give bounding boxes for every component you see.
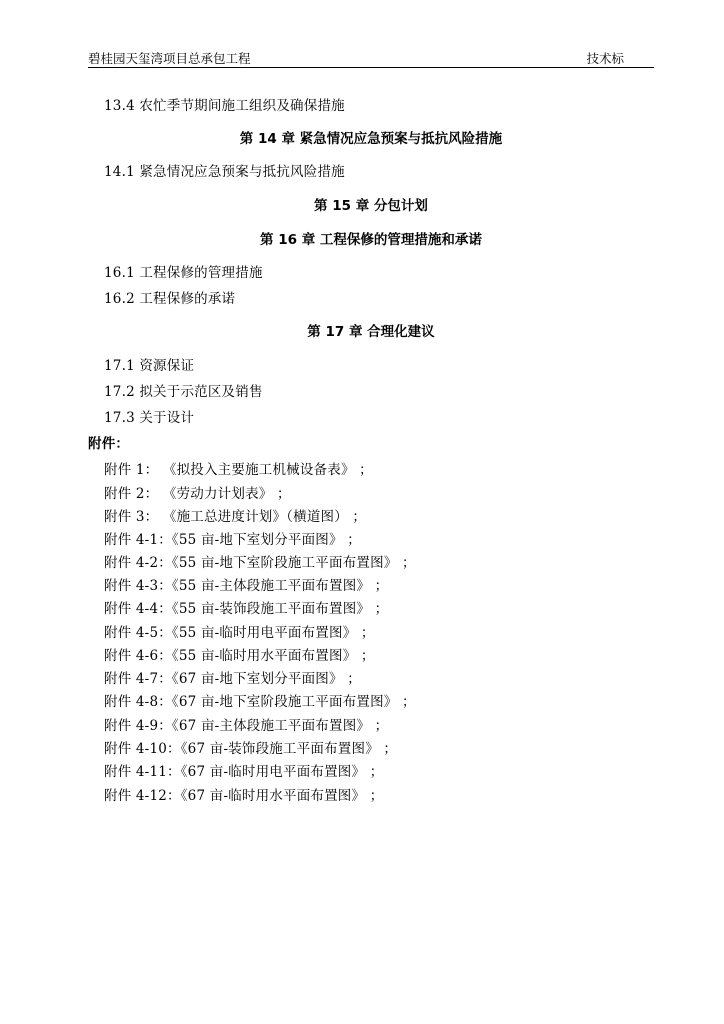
attachment-item: 附件 4-2：《55 亩-地下室阶段施工平面布置图》 ； xyxy=(104,555,416,571)
attachment-item: 附件 4-10：《67 亩-装饰段施工平面布置图》 ； xyxy=(104,741,398,757)
attachment-item: 附件 4-7：《67 亩-地下室划分平面图》 ； xyxy=(104,671,361,687)
attachment-item: 附件 4-1：《55 亩-地下室划分平面图》 ； xyxy=(104,532,361,548)
toc-section-16-2: 16.2 工程保修的承诺 xyxy=(104,291,236,307)
header-doc-type: 技术标 xyxy=(586,51,624,66)
toc-section-14-1: 14.1 紧急情况应急预案与抵抗风险措施 xyxy=(104,164,345,180)
toc-section-17-2: 17.2 拟关于示范区及销售 xyxy=(104,384,263,400)
attachment-item: 附件 1： 《拟投入主要施工机械设备表》 ； xyxy=(104,462,373,478)
attachments-heading: 附件： xyxy=(88,436,130,452)
toc-section-16-1: 16.1 工程保修的管理措施 xyxy=(104,265,263,281)
attachment-item: 附件 4-3：《55 亩-主体段施工平面布置图》 ； xyxy=(104,578,389,594)
toc-section-17-3: 17.3 关于设计 xyxy=(104,410,195,426)
toc-chapter-16: 第 16 章 工程保修的管理措施和承诺 xyxy=(260,232,482,248)
toc-chapter-14: 第 14 章 紧急情况应急预案与抵抗风险措施 xyxy=(239,131,503,147)
attachment-item: 附件 4-6：《55 亩-临时用水平面布置图》 ； xyxy=(104,648,375,664)
attachment-item: 附件 3： 《施工总进度计划》（横道图） ； xyxy=(104,509,367,525)
toc-chapter-15: 第 15 章 分包计划 xyxy=(314,198,428,214)
attachment-item: 附件 4-5：《55 亩-临时用电平面布置图》 ； xyxy=(104,625,375,641)
page-header xyxy=(88,48,654,68)
attachment-item: 附件 4-4：《55 亩-装饰段施工平面布置图》 ； xyxy=(104,601,389,617)
attachment-item: 附件 4-8：《67 亩-地下室阶段施工平面布置图》 ； xyxy=(104,694,416,710)
toc-section-17-1: 17.1 资源保证 xyxy=(104,358,195,374)
attachment-item: 附件 4-11：《67 亩-临时用电平面布置图》 ； xyxy=(104,764,384,780)
toc-section-13-4: 13.4 农忙季节期间施工组织及确保措施 xyxy=(104,98,345,114)
attachment-item: 附件 4-12：《67 亩-临时用水平面布置图》 ； xyxy=(104,788,384,804)
attachment-item: 附件 4-9：《67 亩-主体段施工平面布置图》 ； xyxy=(104,718,389,734)
attachment-item: 附件 2： 《劳动力计划表》 ； xyxy=(104,486,291,502)
header-project-title: 碧桂园天玺湾项目总承包工程 xyxy=(88,51,251,66)
toc-chapter-17: 第 17 章 合理化建议 xyxy=(307,324,435,340)
